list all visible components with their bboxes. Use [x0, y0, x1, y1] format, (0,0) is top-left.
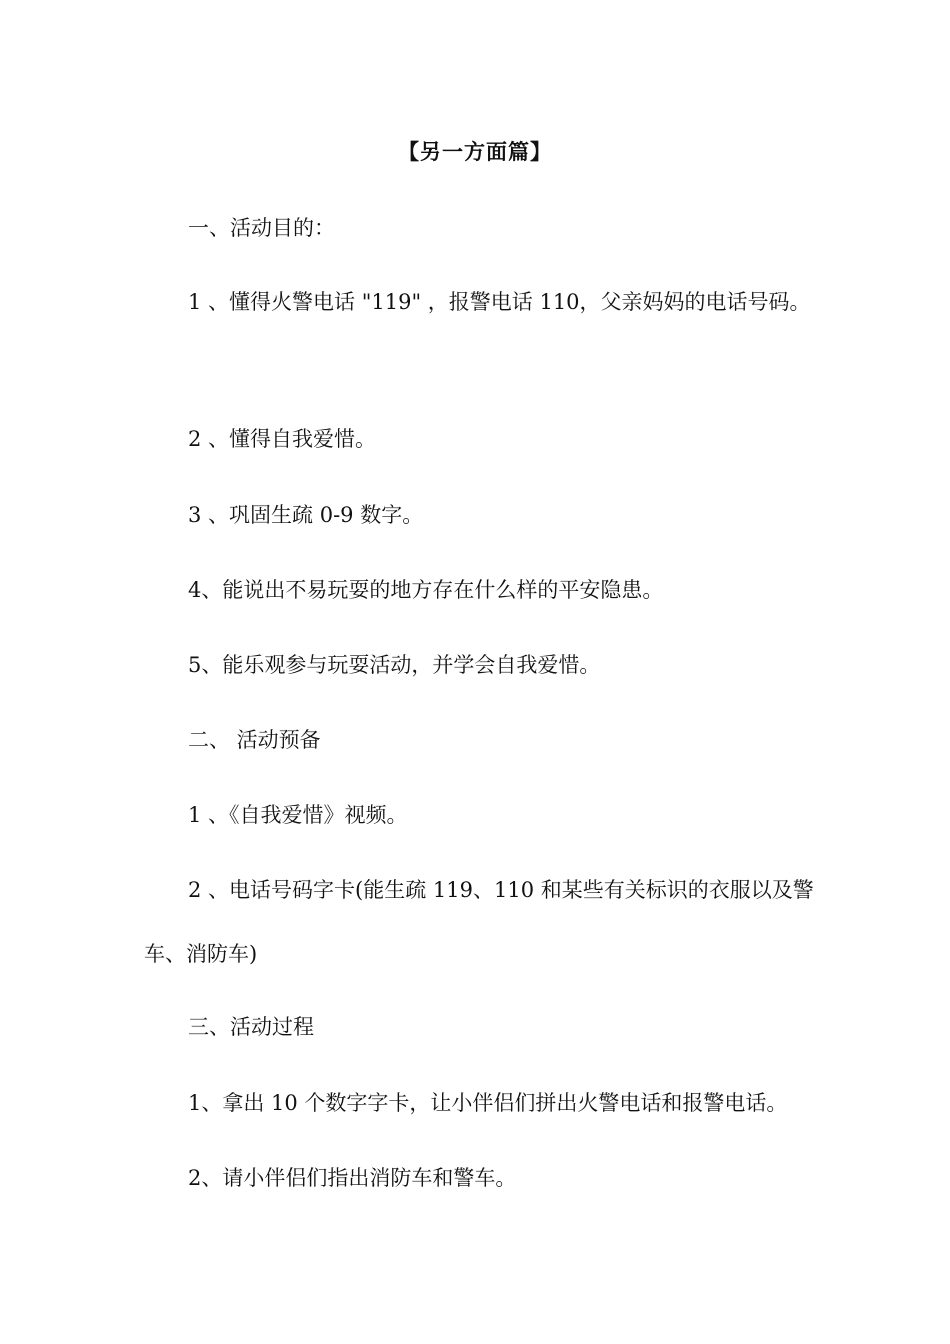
paragraph-section-3-heading: 三、活动过程	[188, 1015, 314, 1039]
paragraph-goal-3: 3 、巩固生疏 0-9 数字。	[188, 503, 424, 527]
paragraph-goal-5: 5、能乐观参与玩耍活动，并学会自我爱惜。	[188, 653, 601, 677]
paragraph-process-2: 2、请小伴侣们指出消防车和警车。	[188, 1166, 517, 1190]
paragraph-prep-2: 2 、电话号码字卡(能生疏 119、110 和某些有关标识的衣服以及警车、消防车)	[144, 878, 814, 966]
paragraph-goal-2: 2 、懂得自我爱惜。	[188, 427, 377, 451]
paragraph-section-1-heading: 一、活动目的：	[188, 216, 335, 240]
paragraph-process-1: 1、拿出 10 个数字字卡，让小伴侣们拼出火警电话和报警电话。	[188, 1091, 788, 1115]
paragraph-prep-1: 1 、《自我爱惜》视频。	[188, 803, 408, 827]
paragraph-goal-1: 1 、懂得火警电话 "119" ，报警电话 110，父亲妈妈的电话号码。	[188, 290, 811, 314]
paragraph-goal-4: 4、能说出不易玩耍的地方存在什么样的平安隐患。	[188, 578, 664, 602]
paragraph-section-2-heading: 二、 活动预备	[188, 728, 321, 752]
document-title: 【另一方面篇】	[398, 140, 552, 164]
